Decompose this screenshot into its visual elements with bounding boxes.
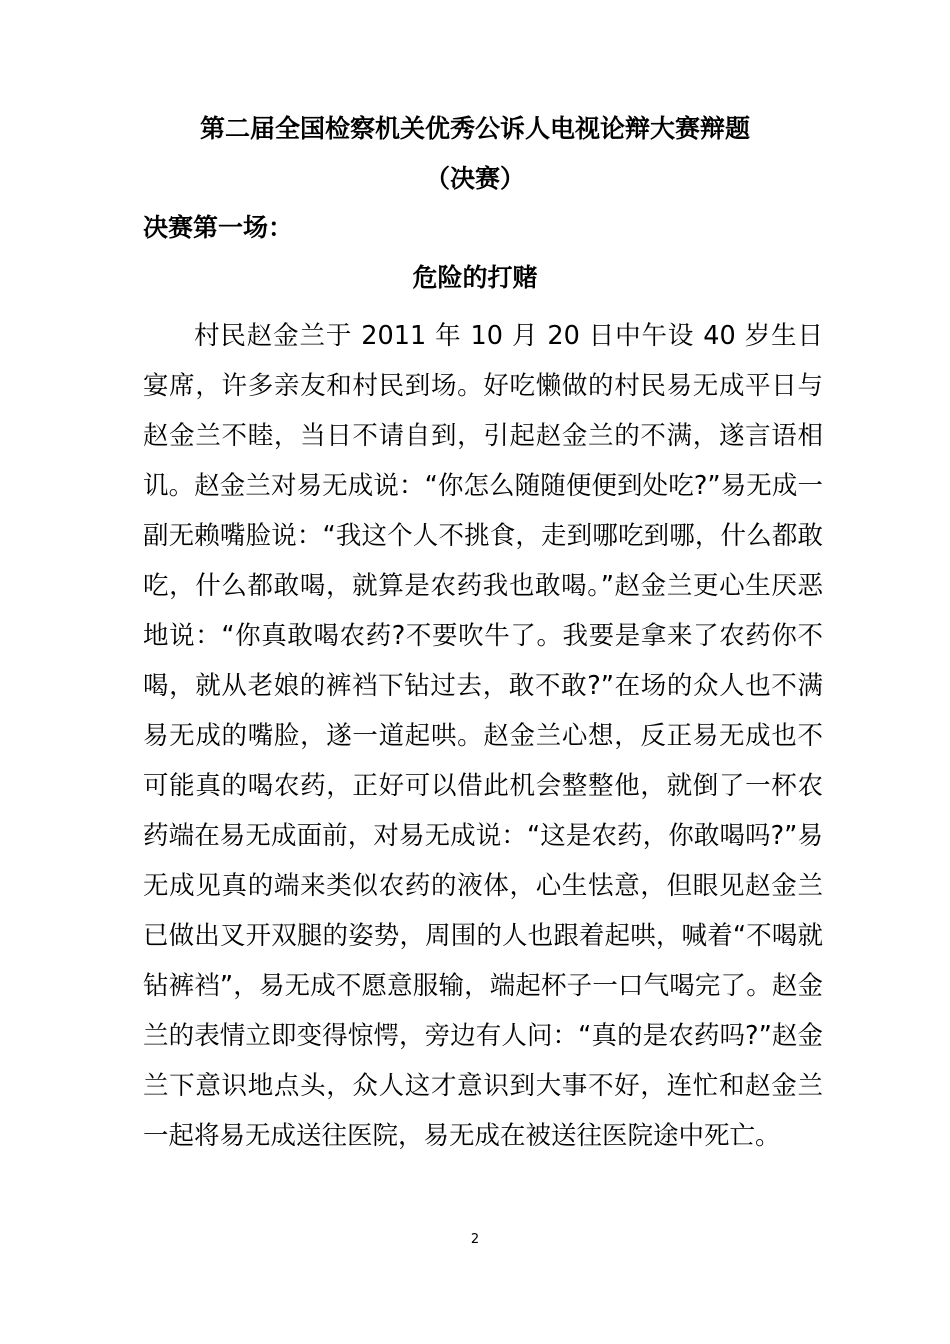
section-heading: 决赛第一场：: [143, 213, 294, 242]
page-number: 2: [470, 1232, 480, 1247]
case-title: 危险的打赌: [412, 263, 538, 292]
document-title: 第二届全国检察机关优秀公诉人电视论辩大赛辩题: [199, 114, 750, 143]
document-subtitle: （决赛）: [424, 164, 525, 193]
case-body-paragraph: 村民赵金兰于 2011 年 10 月 20 日中午设 40 岁生日宴席，许多亲友和村民到场。好吃懒做的村民易无成平日与赵金兰不睦，当日不请自到，引起赵金兰的不满，遂言语相讥。赵金兰对易无成说：“你怎么随随便便到处吃?”易无成一副无赖嘴脸说：“我这个人不挑食，走到哪吃到哪，什么都敢吃，什么都敢喝，就算是农药我也敢喝。”赵金兰更心生厌恶地说：“你真敢喝农药?不要吹牛了。我要是拿来了农药你不喝，就从老娘的裤裆下钻过去，敢不敢?”在场的众人也不满易无成的嘴脸，遂一道起哄。赵金兰心想，反正易无成也不可能真的喝农药，正好可以借此机会整整他，就倒了一杯农药端在易无成面前，对易无成说：“这是农药，你敢喝吗?”易无成见真的端来类似农药的液体，心生怯意，但眼见赵金兰已做出叉开双腿的姿势，周围的人也跟着起哄，喊着“不喝就钻裤裆”，易无成不愿意服输，端起杯子一口气喝完了。赵金兰的表情立即变得惊愕，旁边有人问：“真的是农药吗?”赵金兰下意识地点头，众人这才意识到大事不好，连忙和赵金兰一起将易无成送往医院，易无成在被送往医院途中死亡。: [143, 321, 823, 1151]
